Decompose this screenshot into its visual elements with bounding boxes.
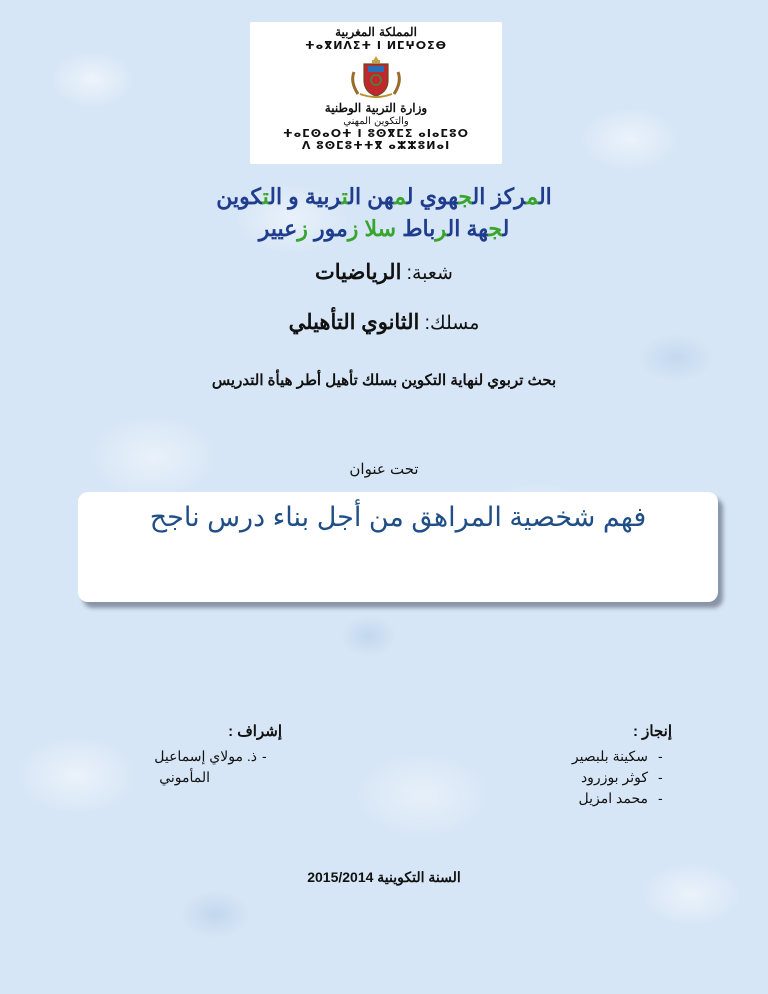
student-dash: - [658, 748, 663, 764]
research-statement: بحث تربوي لنهاية التكوين بسلك تأهيل أطر هيأة التدريس [211, 372, 557, 389]
student-dash: - [658, 769, 663, 785]
kingdom-tifinagh: ⵜⴰⴳⵍⴷⵉⵜ ⵏ ⵍⵎⵖⵔⵉⴱ [304, 38, 447, 52]
ministry-tifinagh-line2: ⴷ ⵓⵙⵎⵓⵜⵜⴳ ⴰⵣⵣⵓⵍⴰⵏ [301, 139, 451, 153]
center-name-line2: لجهة الرباط سلا زمور زعيير [258, 216, 510, 241]
main-title-box [78, 492, 718, 602]
ministry-arabic-line1: وزارة التربية الوطنية [324, 101, 428, 116]
supervision-heading: إشراف : [228, 723, 282, 740]
track-value: الثانوي التأهيلي [288, 311, 420, 334]
track-line [0, 310, 768, 335]
student-name: كوثر بوزرود [580, 769, 648, 785]
ministry-header [250, 22, 502, 164]
track-label: مسلك: [419, 313, 480, 334]
under-title-label: تحت عنوان [349, 461, 419, 478]
ministry-arabic-line2: والتكوين المهني [343, 116, 409, 128]
supervisor-name-line1: ذ. مولاي إسماعيل [154, 748, 257, 764]
moroccan-coat-of-arms-icon [346, 54, 406, 100]
branch-label: شعبة: [401, 263, 453, 284]
ministry-tifinagh-line1: ⵜⴰⵎⵙⴰⵔⵜ ⵏ ⵓⵙⴳⵎⵉ ⴰⵏⴰⵎⵓⵔ [282, 126, 470, 140]
supervisor-name-line2: المأموني [159, 769, 210, 785]
academic-year: السنة التكوينية 2015/2014 [307, 869, 461, 885]
student-name: محمد امزيل [578, 790, 648, 806]
branch-value: الرياضيات [315, 261, 402, 284]
prepared-by-heading: إنجاز : [632, 723, 672, 740]
branch-line [0, 260, 768, 285]
supervisor-dash: - [262, 748, 267, 764]
student-dash: - [658, 790, 663, 806]
main-title: فهم شخصية المراهق من أجل بناء درس ناجح [149, 502, 647, 532]
center-name-line1: المركز الجهوي لمهن التربية و التكوين [216, 184, 552, 209]
kingdom-arabic: المملكة المغربية [335, 25, 417, 39]
student-name: سكينة بلبصير [571, 748, 648, 764]
